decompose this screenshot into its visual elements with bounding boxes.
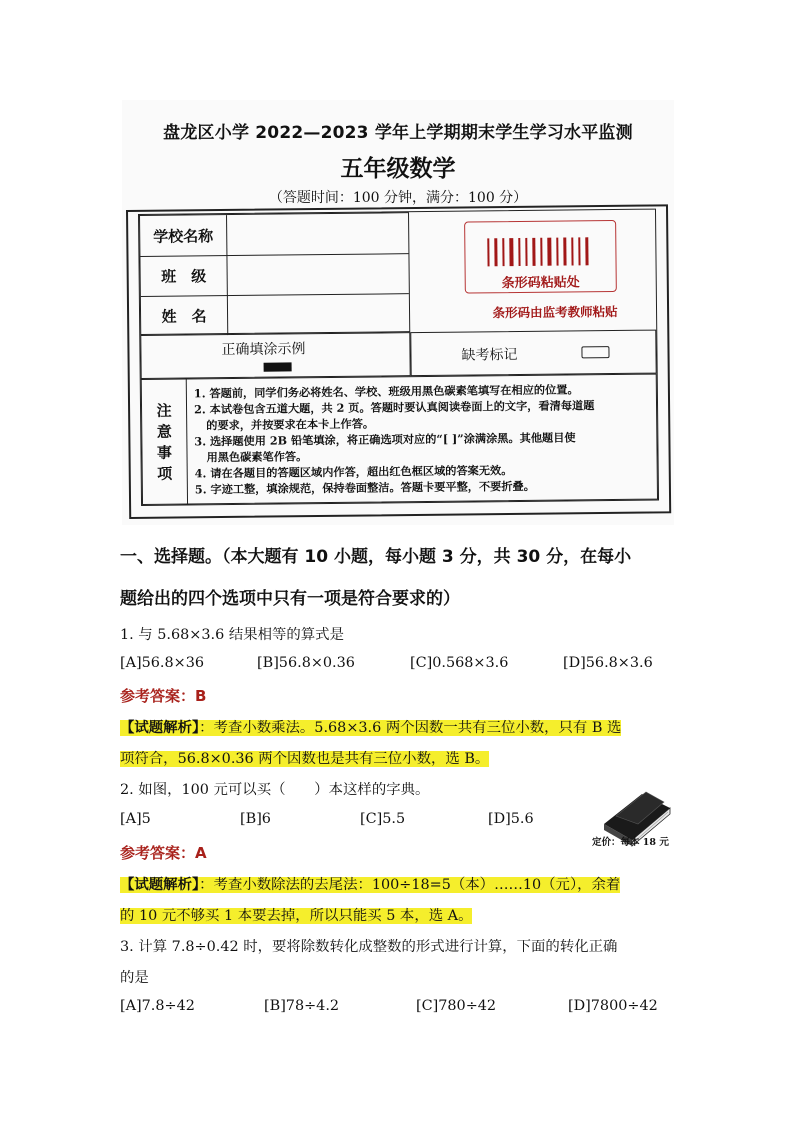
barcode-note: 条形码由监考教师粘贴 xyxy=(492,303,618,321)
answer-1: 参考答案：B xyxy=(120,687,207,705)
note-item: 2. 本试卷包含五道大题，共 2 页。答题时要认真阅读卷面上的文字，看清每道题 xyxy=(193,398,595,417)
barcode-bar xyxy=(525,238,527,266)
option-b: [B]56.8×0.36 xyxy=(257,655,355,671)
fill-example-box xyxy=(140,332,410,379)
subject-title: 五年级数学 xyxy=(340,156,456,182)
barcode-bar xyxy=(518,238,520,266)
question-3-stem-cont: 的是 xyxy=(120,970,149,986)
barcode-bar xyxy=(585,237,588,265)
analysis-text: ：考查小数乘法。5.68×3.6 两个因数一共有三位小数，只有 B 选 xyxy=(199,720,622,736)
price-caption: 定价：每本 18 元 xyxy=(592,837,669,848)
barcode-bar xyxy=(532,238,535,266)
question-1-stem: 1. 与 5.68×3.6 结果相等的算式是 xyxy=(120,627,344,643)
option-d: [D]5.6 xyxy=(488,811,534,827)
notes-title-char: 注 xyxy=(156,401,172,420)
school-name-label: 学校名称 xyxy=(153,227,214,246)
option-c: [C]0.568×3.6 xyxy=(410,655,509,671)
analysis-text: 的 10 元不够买 1 本要去掉，所以只能买 5 本，选 A。 xyxy=(120,908,473,924)
barcode-sticker-area xyxy=(464,220,617,294)
barcode-bar xyxy=(502,238,504,266)
barcode-bar xyxy=(563,238,566,266)
option-a: [A]7.8÷42 xyxy=(120,998,195,1014)
analysis-tag: 【试题解析】 xyxy=(120,719,200,736)
answer-2: 参考答案：A xyxy=(120,844,207,862)
option-b: [B]78÷4.2 xyxy=(264,998,340,1014)
barcode-bar xyxy=(556,238,558,266)
analysis-1-line2 xyxy=(120,747,489,768)
barcode-bar xyxy=(578,237,580,265)
absent-mark-box xyxy=(410,330,656,377)
class-label: 班 级 xyxy=(161,267,207,286)
divider xyxy=(141,293,409,297)
exam-meta: （答题时间：100 分钟，满分：100 分） xyxy=(268,190,528,206)
notes-list xyxy=(194,381,650,498)
fill-example-label: 正确填涂示例 xyxy=(221,341,306,359)
name-label: 姓 名 xyxy=(161,307,207,326)
analysis-highlight xyxy=(120,877,620,893)
note-item: 4. 请在各题目的答题区域内作答，超出红色框区域的答案无效。 xyxy=(194,463,513,481)
notes-title-char: 项 xyxy=(157,464,173,483)
barcode-bar xyxy=(494,238,497,266)
note-item: 用黑色碳素笔作答。 xyxy=(206,449,308,465)
absent-mark-bubble[interactable] xyxy=(581,346,609,358)
answer-card-scan xyxy=(122,100,674,525)
option-c: [C]5.5 xyxy=(360,811,406,827)
note-item: 3. 选择题使用 2B 铅笔填涂，将正确选项对应的“[ ]”涂满涂黑。其他题目使 xyxy=(194,430,576,449)
note-item: 1. 答题前，同学们务必将姓名、学校、班级用黑色碳素笔填写在相应的位置。 xyxy=(193,382,579,401)
question-3-stem: 3. 计算 7.8÷0.42 时，要将除数转化成整数的形式进行计算，下面的转化正确 xyxy=(120,939,618,955)
question-2-stem: 2. 如图，100 元可以买（ ）本这样的字典。 xyxy=(120,782,430,798)
analysis-highlight xyxy=(120,720,621,736)
barcode-bar xyxy=(540,238,542,266)
option-d: [D]56.8×3.6 xyxy=(563,655,653,671)
filled-bubble-icon xyxy=(264,362,292,371)
notes-title xyxy=(142,379,188,505)
barcode-bar xyxy=(487,238,489,266)
barcode-bar xyxy=(571,237,573,265)
analysis-text: ：考查小数除法的去尾法：100÷18=5（本）……10（元），余着 xyxy=(199,877,621,893)
option-a: [A]5 xyxy=(120,811,151,827)
barcode-bar xyxy=(547,238,551,266)
student-info-table xyxy=(138,209,659,506)
note-item: 的要求，并按要求在本卡上作答。 xyxy=(206,416,375,433)
option-a: [A]56.8×36 xyxy=(120,655,205,671)
divider xyxy=(140,253,408,257)
analysis-2-line1 xyxy=(120,873,620,894)
option-d: [D]7800÷42 xyxy=(568,998,658,1014)
analysis-tag: 【试题解析】 xyxy=(120,876,200,893)
option-b: [B]6 xyxy=(240,811,271,827)
absent-mark-label: 缺考标记 xyxy=(461,347,518,364)
notes-title-char: 意 xyxy=(156,422,172,441)
note-item: 5. 字迹工整，填涂规范，保持卷面整洁。答题卡要平整，不要折叠。 xyxy=(194,478,535,497)
section-heading: 一、选择题。（本大题有 10 小题，每小题 3 分，共 30 分，在每小 xyxy=(120,547,632,567)
notes-title-char: 事 xyxy=(156,443,173,462)
info-fields-block xyxy=(139,212,410,335)
analysis-2-line2 xyxy=(120,904,472,925)
notes-block xyxy=(141,374,658,505)
barcode-bar xyxy=(509,238,513,266)
analysis-1-line1 xyxy=(120,716,621,737)
barcode-label: 条形码粘贴处 xyxy=(501,275,580,292)
option-c: [C]780÷42 xyxy=(416,998,497,1014)
exam-title: 盘龙区小学 2022—2023 学年上学期期末学生学习水平监测 xyxy=(163,123,633,143)
analysis-text: 项符合，56.8×0.36 两个因数也是共有三位小数，选 B。 xyxy=(120,751,490,767)
section-heading-cont: 题给出的四个选项中只有一项是符合要求的） xyxy=(120,589,460,609)
